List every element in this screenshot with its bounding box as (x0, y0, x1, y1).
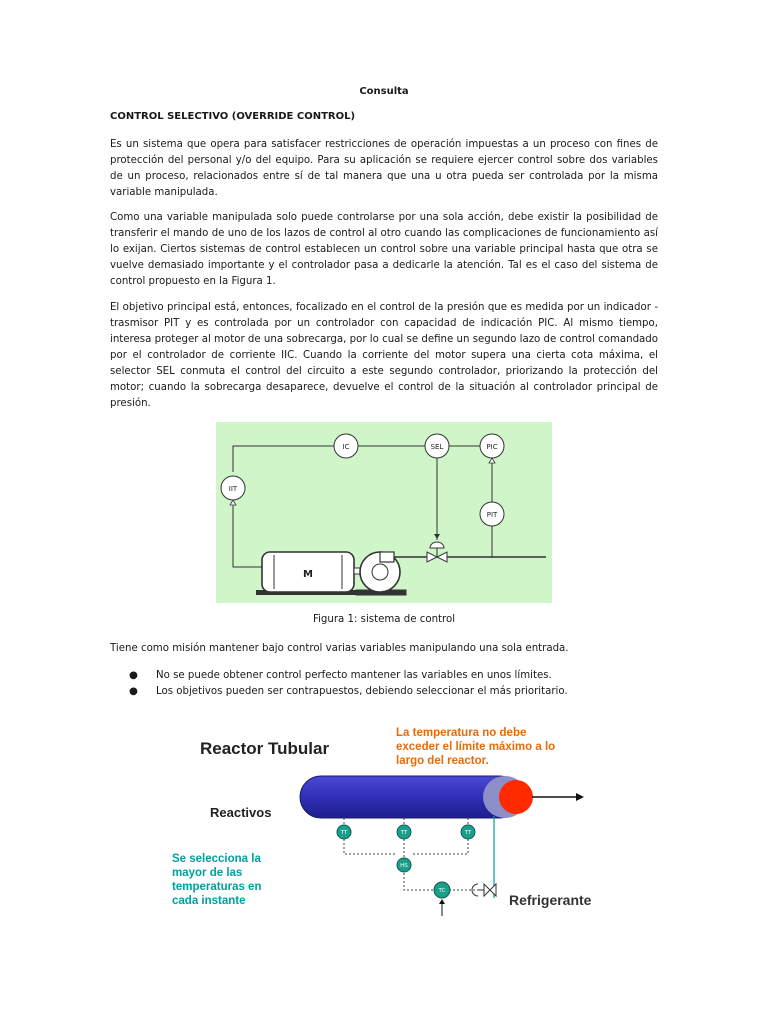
bullet-text: No se puede obtener control perfecto mantener las variables en unos límites. (156, 670, 552, 681)
bullet-list (110, 668, 670, 700)
refrigerante-label: Refrigerante (509, 892, 592, 908)
teal-note-line-1: Se selecciona la (172, 853, 261, 865)
orange-note-line-1: La temperatura no debe (396, 727, 527, 739)
ic-label: IC (342, 443, 350, 451)
teal-note-line-3: temperaturas en (172, 881, 262, 893)
figure-2-reactor-diagram (160, 718, 620, 928)
paragraph-2: Como una variable manipulada solo puede controlarse por una sola acción, debe existir la posibilidad de transferir el mando de uno de los lazos de control al otro cuando las complicaciones de funcionamiento así lo exijan. Ciertos sistemas de control establecen un control sobre una variable principal hasta que otra se vuelve demasiado importante y el controlador pasa a dedicarle la atención. Tal es el caso del sistema de control propuesto en la Figura 1. (110, 212, 658, 287)
outlet-arrow (576, 793, 584, 801)
section-title: CONTROL SELECTIVO (OVERRIDE CONTROL) (110, 111, 356, 122)
reactivos-label: Reactivos (210, 805, 272, 820)
sel-label: SEL (430, 443, 444, 451)
tc-input-arrow (439, 899, 445, 904)
paragraph-1: Es un sistema que opera para satisfacer restricciones de operación impuestas a un proceso con fines de protección del personal y/o del equipo. Para su aplicación se requiere ejercer control sobre dos variables de un proceso, relacionados entre sí de tal manera que una u otra pueda ser controlada por la misma variable manipulada. (110, 139, 658, 198)
pit-label: PIT (486, 511, 498, 519)
orange-note-line-2: exceder el límite máximo a lo (396, 741, 556, 753)
hs-label: HS (400, 863, 408, 869)
bullet-item (110, 668, 670, 684)
paragraph-3: El objetivo principal está, entonces, focalizado en el control de la presión que es medida por un indicador - trasmisor PIT y es controlada por un controlador con capacidad de indicación PIC. Al mismo tiempo, interesa proteger al motor de una sobrecarga, por lo cual se define un segundo lazo de control comandado por el controlador de corriente IIC. Cuando la corriente del motor supera una cierta cota máxima, el selector SEL conmuta el control del circuito a este segundo controlador, priorizando la protección del motor; cuando la sobrecarga desaparece, devuelve el control de la situación al controlador principal de presión. (110, 302, 658, 409)
bullet-item (110, 684, 670, 700)
tt3-label: TT (464, 830, 472, 836)
tc-label: TC (438, 888, 446, 894)
teal-note-line-4: cada instante (172, 895, 246, 907)
bullet-text: Los objetivos pueden ser contrapuestos, debiendo seleccionar el más prioritario. (156, 686, 568, 697)
tt2-label: TT (400, 830, 408, 836)
reactor-end-core (499, 780, 533, 814)
teal-note-line-2: mayor de las (172, 867, 243, 879)
motor (256, 552, 366, 595)
figure-1-caption: Figura 1: sistema de control (312, 614, 456, 625)
motor-label: M (303, 569, 313, 580)
iit-label: IIT (228, 485, 238, 493)
coolant-valve (472, 884, 496, 896)
paragraph-4: Tiene como misión mantener bajo control varias variables manipulando una sola entrada. (110, 643, 569, 654)
tt1-to-hs (344, 839, 396, 854)
reactor-title: Reactor Tubular (200, 739, 330, 758)
bullet-marker: ● (129, 670, 138, 681)
hs-to-tc (404, 873, 433, 890)
figure-1-control-diagram (216, 422, 552, 603)
document-heading: Consulta (359, 86, 409, 97)
bullet-marker: ● (129, 686, 138, 697)
tt1-label: TT (340, 830, 348, 836)
orange-note-line-3: largo del reactor. (396, 755, 489, 767)
pic-label: PIC (486, 443, 498, 451)
tt3-to-hs (412, 839, 468, 854)
